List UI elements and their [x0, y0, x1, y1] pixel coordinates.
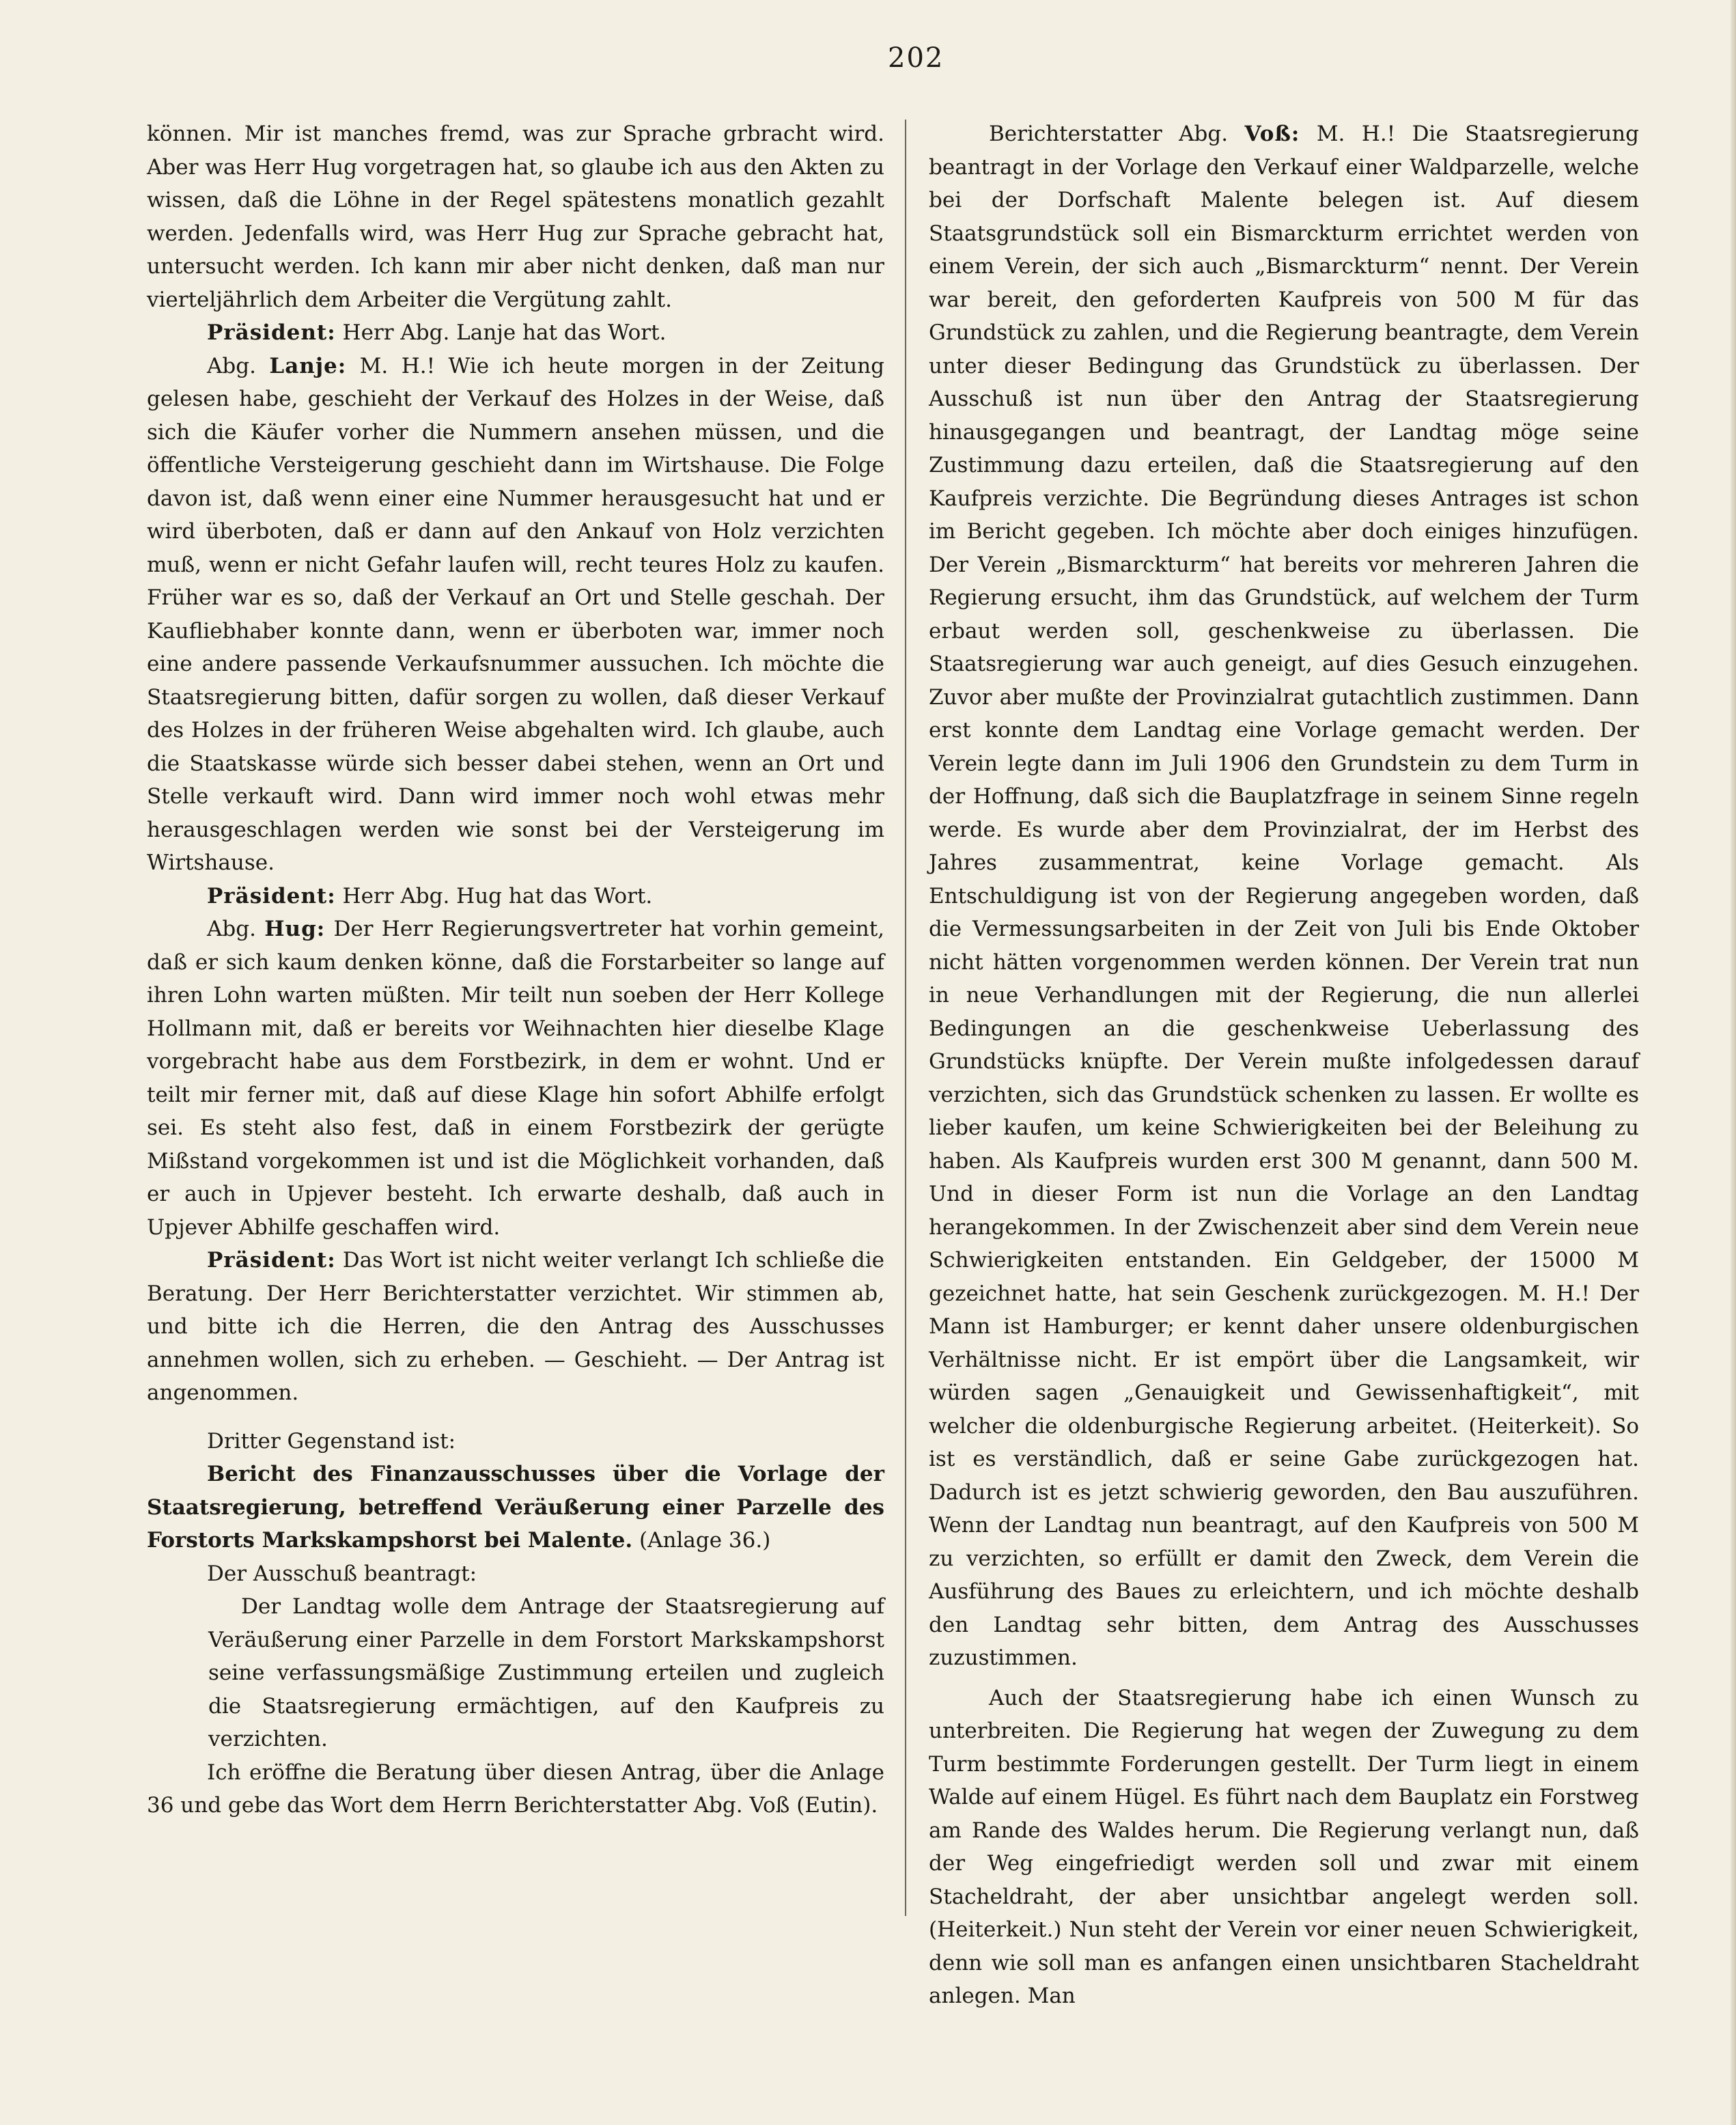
page-number: 202: [888, 42, 944, 74]
paragraph: Dritter Gegenstand ist:: [207, 1428, 456, 1454]
paragraph: können. Mir ist manches fremd, was zur Sprache grbracht wird. Aber was Herr Hug vorgetragen hat, so glaube ich aus den Akten zu wissen, daß die Löhne in der Regel spätestens monatlich gezahlt werden. Jedenfalls wird, was Herr Hug zur Sprache gebracht hat, untersucht werden. Ich kann mir aber nicht denken, daß man nur vierteljährlich dem Arbeiter die Vergütung zahlt.: [147, 122, 884, 312]
agenda-heading: [147, 1458, 884, 1557]
paragraph: Auch der Staatsregierung habe ich einen Wunsch zu unterbreiten. Die Regierung hat wegen der Zuwegung zu dem Turm bestimmte Forderungen gestellt. Der Turm liegt in einem Walde auf einem Hügel. Es führt nach dem Bauplatz ein Forstweg am Rande des Waldes herum. Die Regierung verlangt nun, daß der Weg eingefriedigt werden soll und zwar mit einem Stacheldraht, der aber unsichtbar angelegt werden soll. (Heiterkeit.) Nun steht der Verein vor einer neuen Schwierigkeit, denn wie soll man es anfangen einen unsichtbaren Stacheldraht anlegen. Man: [929, 1685, 1639, 2008]
paragraph: [147, 316, 884, 350]
paragraph: Der Ausschuß beantragt:: [207, 1561, 477, 1586]
speech-text: M. H.! Wie ich heute morgen in der Zeitung gelesen habe, geschieht der Verkauf des Holzes in der Weise, daß sich die Käufer vorher die Nummern ansehen müssen, und die öffentliche Versteigerung geschieht dann im Wirtshause. Die Folge davon ist, daß wenn einer eine Nummer herausgesucht hat und er wird überboten, daß er dann auf den Ankauf von Holz verzichten muß, wenn er nicht Gefahr laufen will, recht teures Holz zu kaufen. Früher war es so, daß der Verkauf an Ort und Stelle geschah. Der Kaufliebhaber konnte dann, wenn er überboten war, immer noch eine andere passende Verkaufsnummer aussuchen. Ich möchte die Staatsregierung bitten, dafür sorgen zu wollen, daß dieser Verkauf des Holzes in der früheren Weise abgehalten wird. Ich glaube, auch die Staatskasse würde sich besser dabei stehen, wenn an Ort und Stelle verkauft wird. Dann wird immer noch wohl etwas mehr herausgeschlagen werden wie sonst bei der Versteigerung im Wirtshause.: [147, 353, 884, 875]
speaker-name: Lanje:: [269, 353, 347, 378]
column-divider: [905, 120, 906, 1916]
speech-text: Herr Abg. Lanje hat das Wort.: [342, 320, 667, 345]
paragraph: [147, 913, 884, 1244]
speech-text: M. H.! Die Staatsregierung beantragt in der Vorlage den Verkauf einer Waldparzelle, welche bei der Dorfschaft Malente belegen ist. Auf diesem Staatsgrundstück soll ein Bismarckturm errichtet werden von einem Verein, der sich auch „Bismarckturm“ nennt. Der Verein war bereit, den geforderten Kaufpreis von 500 M für das Grundstück zu zahlen, und die Regierung beantragte, dem Verein unter dieser Bedingung das Grundstück zu überlassen. Der Ausschuß ist nun über den Antrag der Staatsregierung hinausgegangen und beantragt, der Landtag möge seine Zustimmung dazu erteilen, daß die Staatsregierung auf den Kaufpreis verzichte. Die Begründung dieses Antrages ist schon im Bericht gegeben. Ich möchte aber doch einiges hinzufügen. Der Verein „Bismarckturm“ hat bereits vor mehreren Jahren die Regierung ersucht, ihm das Grundstück, auf welchem der Turm erbaut werden soll, geschenkweise zu überlassen. Die Staatsregierung war auch geneigt, auf dies Gesuch einzugehen. Zuvor aber mußte der Provinzialrat gutachtlich zustimmen. Dann erst konnte dem Landtag eine Vorlage gemacht werden. Der Verein legte dann im Juli 1906 den Grundstein zu dem Turm in der Hoffnung, daß sich die Bauplatzfrage in seinem Sinne regeln werde. Es wurde aber dem Provinzialrat, der im Herbst des Jahres zusammentrat, keine Vorlage gemacht. Als Entschuldigung ist von der Regierung angegeben worden, daß die Vermessungsarbeiten in der Zeit von Juli bis Ende Oktober nicht hätten vorgenommen werden können. Der Verein trat nun in neue Verhandlungen mit der Regierung, die nun allerlei Bedingungen an die geschenkweise Ueberlassung des Grundstücks knüpfte. Der Verein mußte infolgedessen darauf verzichten, sich das Grundstück schenken zu lassen. Er wollte es lieber kaufen, um keine Schwierigkeiten bei der Beleihung zu haben. Als Kaufpreis wurden erst 300 M genannt, dann 500 M. Und in dieser Form ist nun die Vorlage an den Landtag herangekommen. In der Zwischenzeit aber sind dem Verein neue Schwierigkeiten entstanden. Ein Geldgeber, der 15000 M gezeichnet hatte, hat sein Geschenk zurückgezogen. M. H.! Der Mann ist Hamburger; er kennt daher unsere oldenburgischen Verhältnisse nicht. Er ist empört über die Langsamkeit, wir würden sagen „Genauigkeit und Gewissenhaftigkeit“, mit welcher die oldenburgische Regierung arbeitet. (Heiterkeit). So ist es verständlich, daß er seine Gabe zurückgezogen hat. Dadurch ist es jetzt schwierig geworden, den Bau auszuführen. Wenn der Landtag nun beantragt, auf den Kaufpreis von 500 M zu verzichten, so erfüllt er damit den Zweck, dem Verein die Ausführung des Baues zu erleichtern, und ich möchte deshalb den Landtag sehr bitten, dem Antrag des Ausschusses zuzustimmen.: [929, 122, 1639, 1670]
speaker-name: Präsident:: [207, 883, 336, 908]
left-column: [147, 117, 884, 1934]
committee-resolution: Der Landtag wolle dem Antrage der Staatsregierung auf Veräußerung einer Parzelle in dem Forstort Markskampshorst seine verfassungsmäßige Zustimmung erteilen und zugleich die Staatsregierung ermächtigen, auf den Kaufpreis zu verzichten.: [208, 1594, 884, 1751]
speaker-prefix: Abg.: [207, 353, 256, 378]
speech-text: Der Herr Regierungsvertreter hat vorhin gemeint, daß er sich kaum denken könne, daß die Forstarbeiter so lange auf ihren Lohn warten müßten. Mir teilt nun soeben der Herr Kollege Hollmann mit, daß er bereits vor Weihnachten hier dieselbe Klage vorgebracht habe aus dem Forstbezirk, in dem er wohnt. Und er teilt mir ferner mit, daß auf diese Klage hin sofort Abhilfe erfolgt sei. Es steht also fest, daß in einem Forstbezirk der gerügte Mißstand vorgekommen ist und ist die Möglichkeit vorhanden, daß er auch in Upjever besteht. Ich erwarte deshalb, daß auch in Upjever Abhilfe geschaffen wird.: [147, 917, 885, 1240]
speaker-prefix: Abg.: [207, 917, 256, 941]
speaker-name: Hug:: [264, 917, 326, 941]
paragraph: [929, 117, 1639, 1675]
paragraph: [147, 880, 884, 913]
paragraph: [147, 350, 884, 880]
speech-text: Herr Abg. Hug hat das Wort.: [342, 883, 653, 908]
annex-reference: (Anlage 36.): [639, 1528, 771, 1553]
paragraph: [147, 1244, 884, 1410]
paragraph: Ich eröffne die Beratung über diesen Antrag, über die Anlage 36 und gebe das Wort dem Herrn Berichterstatter Abg. Voß (Eutin).: [147, 1760, 884, 1818]
scan-edge: [1731, 0, 1736, 2125]
speaker-prefix: Berichterstatter Abg.: [989, 122, 1229, 146]
speech-text: Das Wort ist nicht weiter verlangt Ich schließe die Beratung. Der Herr Berichterstatter verzichtet. Wir stimmen ab, und bitte ich die Herren, die den Antrag des Ausschusses annehmen wollen, sich zu erheben. — Geschieht. — Der Antrag ist angenommen.: [147, 1248, 884, 1405]
right-column: [929, 117, 1639, 2008]
speaker-name: Präsident:: [207, 320, 336, 345]
speaker-name: Präsident:: [207, 1248, 336, 1273]
agenda-title: Bericht des Finanzausschusses über die Vorlage der Staatsregierung, betreffend Veräußerung einer Parzelle des Forstorts Markskampshorst bei Malente.: [147, 1462, 884, 1553]
speaker-name: Voß:: [1244, 122, 1300, 146]
